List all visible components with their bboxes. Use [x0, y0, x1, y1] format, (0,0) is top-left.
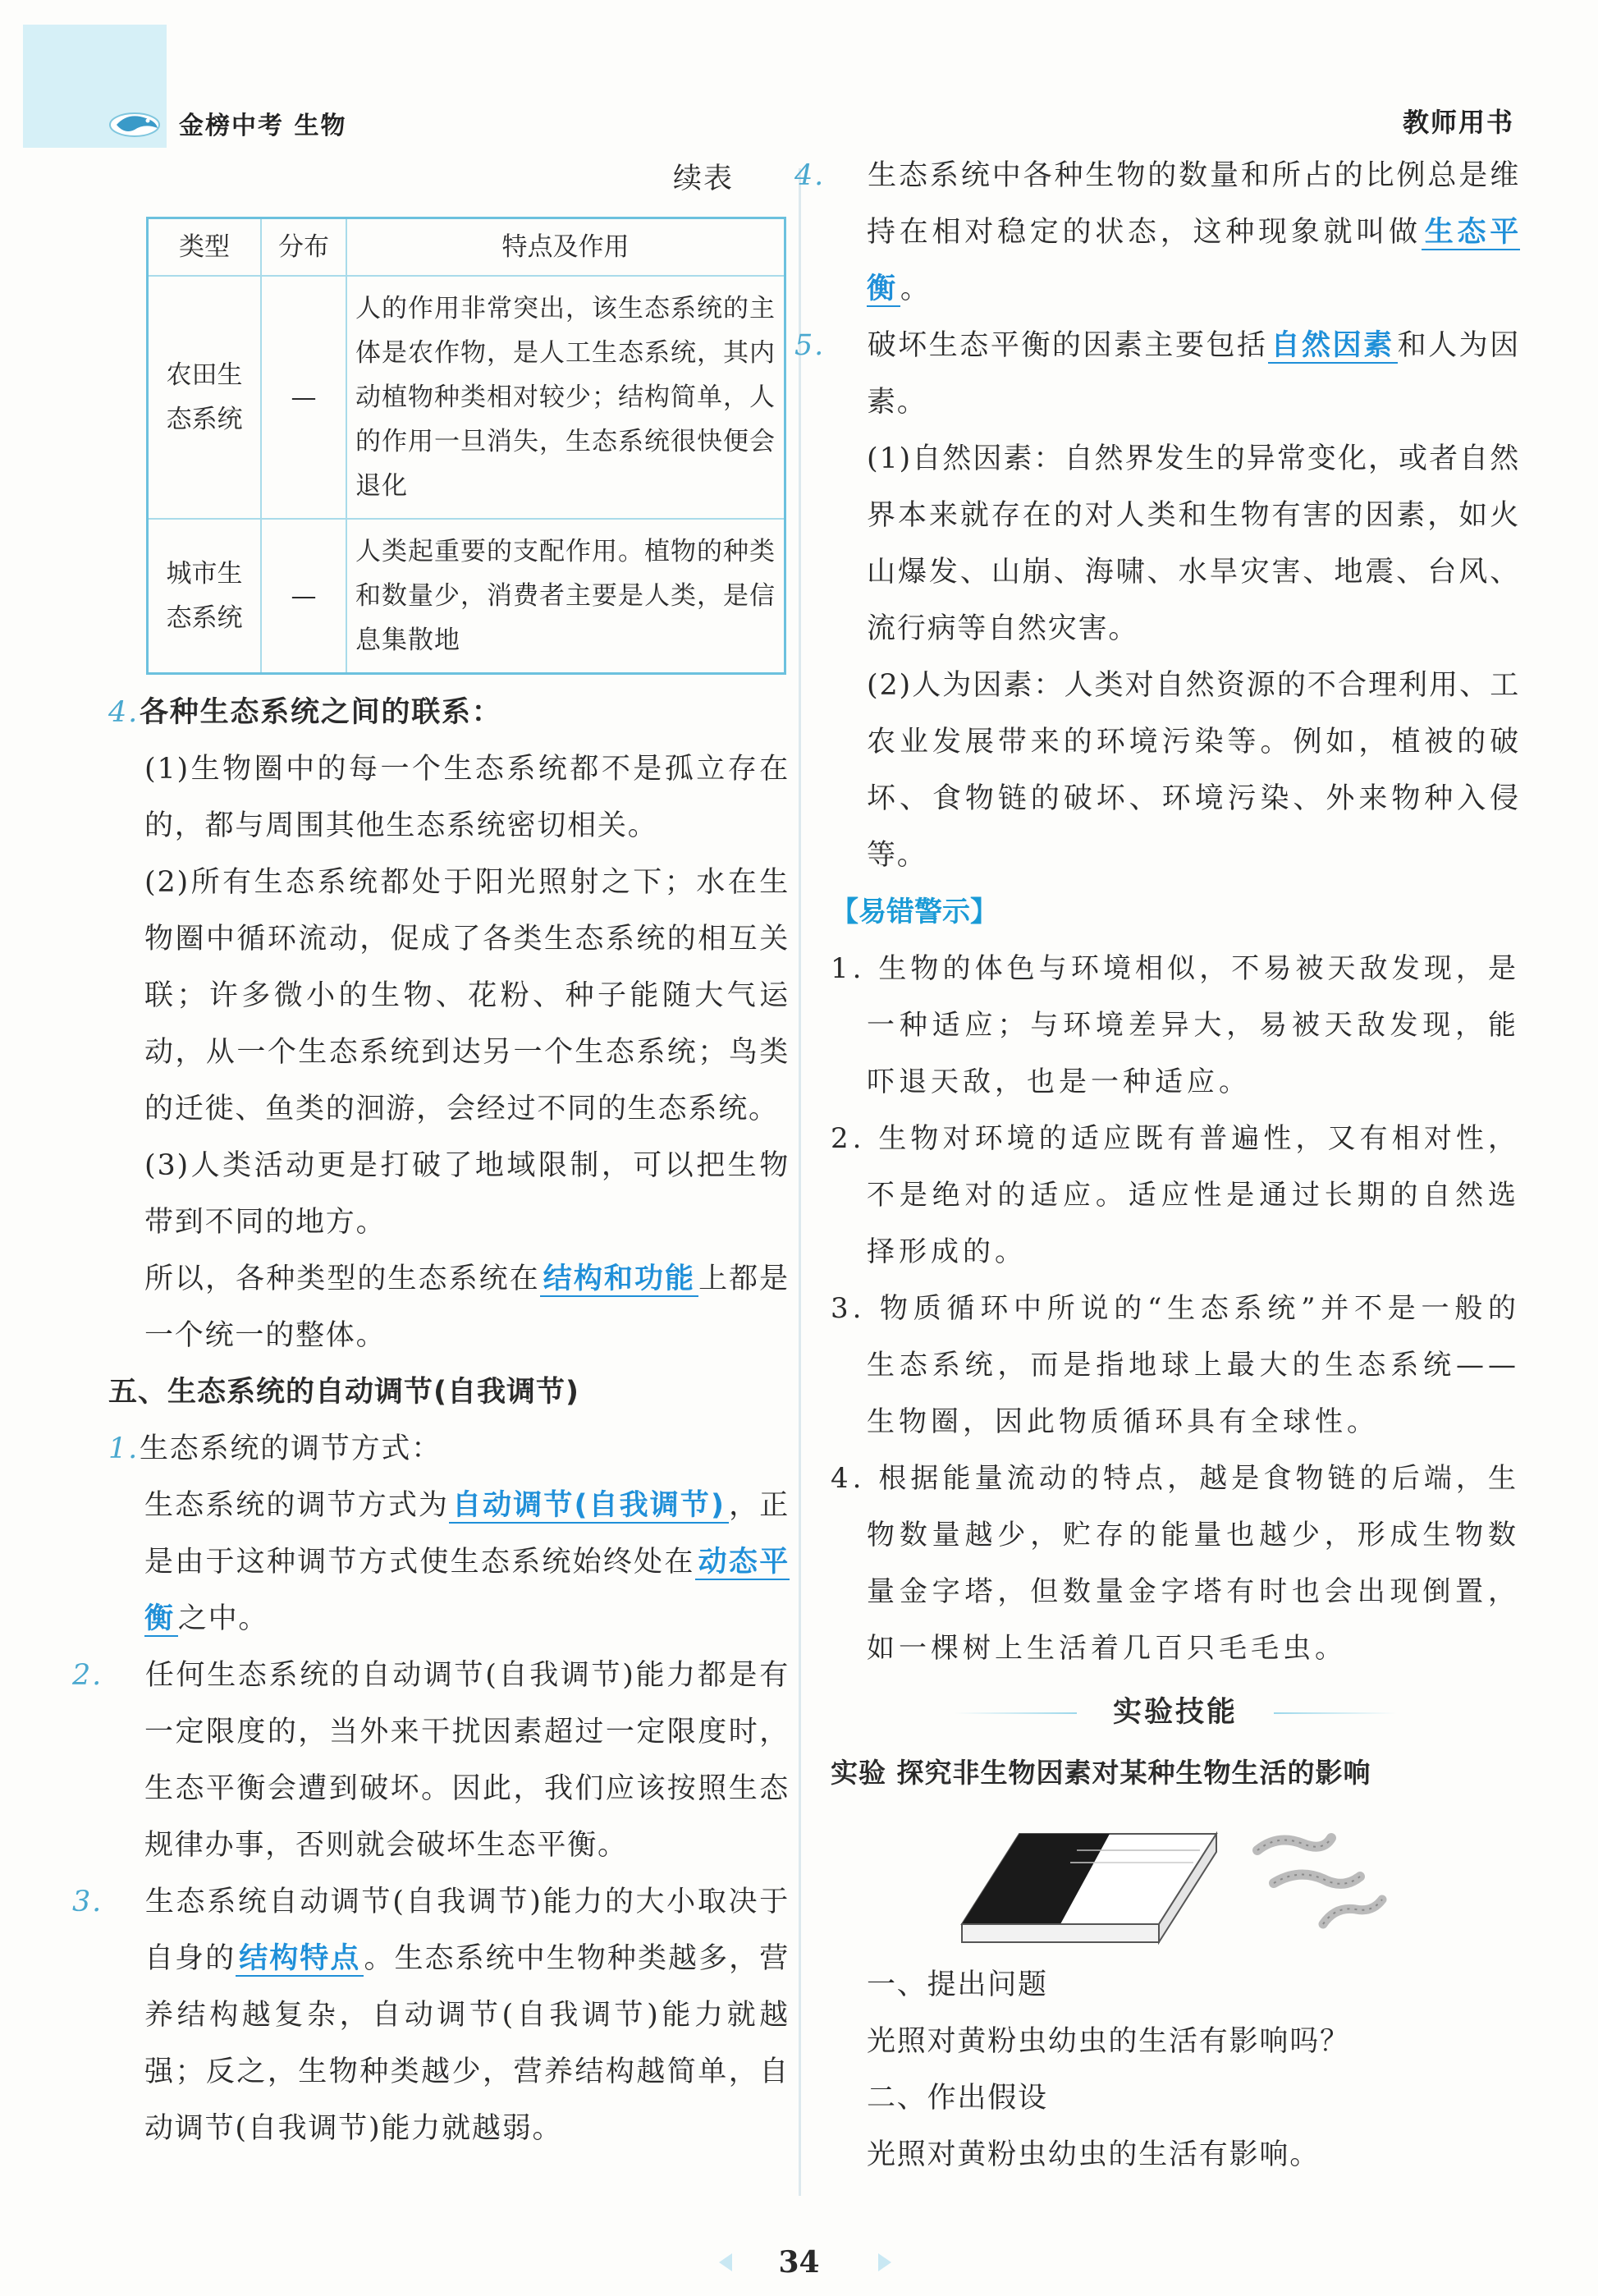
- paragraph: (1)自然因素：自然界发生的异常变化，或者自然界本来就存在的对人类和生物有害的因素，如火山爆发、山崩、海啸、水旱灾害、地震、台风、流行病等自然灾害。: [867, 442, 1520, 645]
- skill-title: 实验技能: [1112, 1696, 1238, 1729]
- column-divider: [799, 168, 801, 2196]
- paragraph: (2)所有生态系统都处于阳光照射之下；水在生物圈中循环流动，促成了各类生态系统的相互关联；许多微小的生物、花粉、种子能随大气运动，从一个生态系统到达另一个生态系统；鸟类的迁徙、鱼类的洄游，会经过不同的生态系统。: [144, 866, 790, 1125]
- fill-in-answer: 生态平衡: [867, 216, 1520, 305]
- text-run: 生态系统自动调节(自我调节)能力的大小取决于自身的: [144, 1886, 790, 1975]
- question-text: 光照对黄粉虫幼虫的生活有影响吗？: [867, 2025, 1350, 2058]
- ecosystem-table: [146, 217, 786, 675]
- text-run: ，正是由于这种调节方式使生态系统始终处在: [144, 1489, 790, 1579]
- table-cell-distribution: —: [261, 519, 346, 674]
- table-cell-type: 城市生态系统: [148, 519, 262, 674]
- item-5-factors: [794, 318, 1520, 431]
- warning-item: 1. 生物的体色与环境相似，不易被天敌发现，是一种适应；与环境差异大，易被天敌发现，能吓退天敌，也是一种适应。: [831, 952, 1520, 1098]
- item-number: 3.: [72, 1886, 103, 1918]
- paragraph: (2)人为因素：人类对自然资源的不合理利用、工农业发展带来的环境污染等。例如，植被的破坏、食物链的破坏、环境污染、外来物种入侵等。: [867, 669, 1520, 872]
- warning-item: 2. 生物对环境的适应既有普遍性，又有相对性，不是绝对的适应。适应性是通过长期的自然选择形成的。: [831, 1122, 1520, 1268]
- table-header-row: [148, 218, 785, 277]
- fill-in-answer: 结构和功能: [540, 1263, 698, 1297]
- text-run: 生态系统的调节方式为: [144, 1489, 450, 1522]
- table-header-type: 类型: [148, 218, 262, 277]
- table-row: [148, 276, 785, 519]
- page-number: 34: [778, 2245, 820, 2280]
- item-4-balance: [794, 148, 1520, 318]
- text-run: 。生态系统中生物种类越多，营养结构越复杂，自动调节(自我调节)能力就越强；反之，生物种类越少，营养结构越简单，自动调节(自我调节)能力就越弱。: [144, 1942, 790, 2145]
- bird-logo-icon: [105, 107, 164, 140]
- fill-in-answer: 动态平衡: [144, 1546, 790, 1635]
- warning-item: 3. 物质循环中所说的“生态系统”并不是一般的生态系统，而是指地球上最大的生态系统——生物圈，因此物质循环具有全球性。: [831, 1292, 1520, 1438]
- heading-rule-right: [1274, 1712, 1397, 1714]
- table-cell-features: 人类起重要的支配作用。植物的种类和数量少，消费者主要是人类，是信息集散地: [346, 519, 785, 674]
- item-number: 5.: [794, 329, 825, 362]
- table-cell-features: 人的作用非常突出，该生态系统的主体是农作物，是人工生态系统，其内动植物种类相对较少；结构简单，人的作用一旦消失，生态系统很快便会退化: [346, 276, 785, 519]
- table-cell-type: 农田生态系统: [148, 276, 262, 519]
- question-heading: 一、提出问题: [867, 1968, 1048, 2001]
- header-left: [105, 105, 346, 141]
- item-number: 2.: [72, 1659, 103, 1692]
- left-column: [72, 156, 790, 2157]
- fill-in-answer: 自动调节(自我调节): [449, 1489, 729, 1524]
- text-run: 任何生态系统的自动调节(自我调节)能力都是有一定限度的，当外来干扰因素超过一定限度时，生态平衡会遭到破坏。因此，我们应该按照生态规律办事，否则就会破坏生态平衡。: [144, 1659, 790, 1862]
- table-caption: 续表: [672, 163, 734, 195]
- paragraph: [108, 1251, 790, 1364]
- header-subject: 金榜中考 生物: [179, 112, 347, 140]
- text-run: 破坏生态平衡的因素主要包括: [867, 329, 1268, 362]
- table-header-features: 特点及作用: [346, 218, 785, 277]
- heading-rule-left: [954, 1712, 1077, 1714]
- item-number: 4.: [108, 696, 139, 729]
- item-4-heading: [108, 685, 790, 741]
- paragraph: (3)人类活动更是打破了地域限制，可以把生物带到不同的地方。: [144, 1149, 790, 1239]
- paragraph: (1)生物圈中的每一个生态系统都不是孤立存在的，都与周围其他生态系统密切相关。: [144, 753, 790, 842]
- section-5-title: 五、生态系统的自动调节(自我调节): [108, 1376, 579, 1409]
- warning-title: 【易错警示】: [831, 896, 998, 928]
- text-run: 。: [900, 273, 931, 305]
- subitem-2: [72, 1648, 790, 1874]
- header-teacher-book: 教师用书: [1402, 107, 1514, 138]
- text-run: 之中。: [177, 1602, 269, 1635]
- subitem-1-heading: [108, 1421, 790, 1478]
- text-run: 所以，各种类型的生态系统在: [144, 1263, 540, 1295]
- experiment-title: 实验 探究非生物因素对某种生物生活的影响: [831, 1757, 1371, 1789]
- table-header-distribution: 分布: [261, 218, 346, 277]
- fill-in-answer: 结构特点: [236, 1942, 364, 1977]
- text-run: 上都是一个统一的整体。: [144, 1263, 790, 1352]
- experiment-figure: [831, 1801, 1520, 1957]
- paragraph: [108, 1478, 790, 1648]
- fill-in-answer: 自然因素: [1268, 329, 1398, 364]
- text-run: 和人为因素。: [867, 329, 1520, 419]
- item-title: 各种生态系统之间的联系：: [140, 696, 502, 729]
- text-run: 生态系统中各种生物的数量和所占的比例总是维持在相对稳定的状态，这种现象就叫做: [867, 159, 1520, 249]
- right-column: [794, 148, 1520, 2184]
- warning-item: 4. 根据能量流动的特点，越是食物链的后端，生物数量越少，贮存的能量也越少，形成生物数量金字塔，但数量金字塔有时也会出现倒置，如一棵树上生活着几百只毛毛虫。: [831, 1462, 1520, 1665]
- item-number: 1.: [108, 1432, 139, 1465]
- table-cell-distribution: —: [261, 276, 346, 519]
- hypothesis-heading: 二、作出假设: [867, 2082, 1048, 2115]
- skill-heading: [831, 1684, 1520, 1741]
- table-row: [148, 519, 785, 674]
- hypothesis-text: 光照对黄粉虫幼虫的生活有影响。: [867, 2138, 1321, 2171]
- subitem-3: [72, 1874, 790, 2157]
- subitem-title: 生态系统的调节方式：: [140, 1432, 442, 1465]
- item-number: 4.: [794, 159, 825, 192]
- experiment-apparatus-illustration: [831, 1801, 1520, 1957]
- page-next-arrow-icon: [878, 2253, 891, 2271]
